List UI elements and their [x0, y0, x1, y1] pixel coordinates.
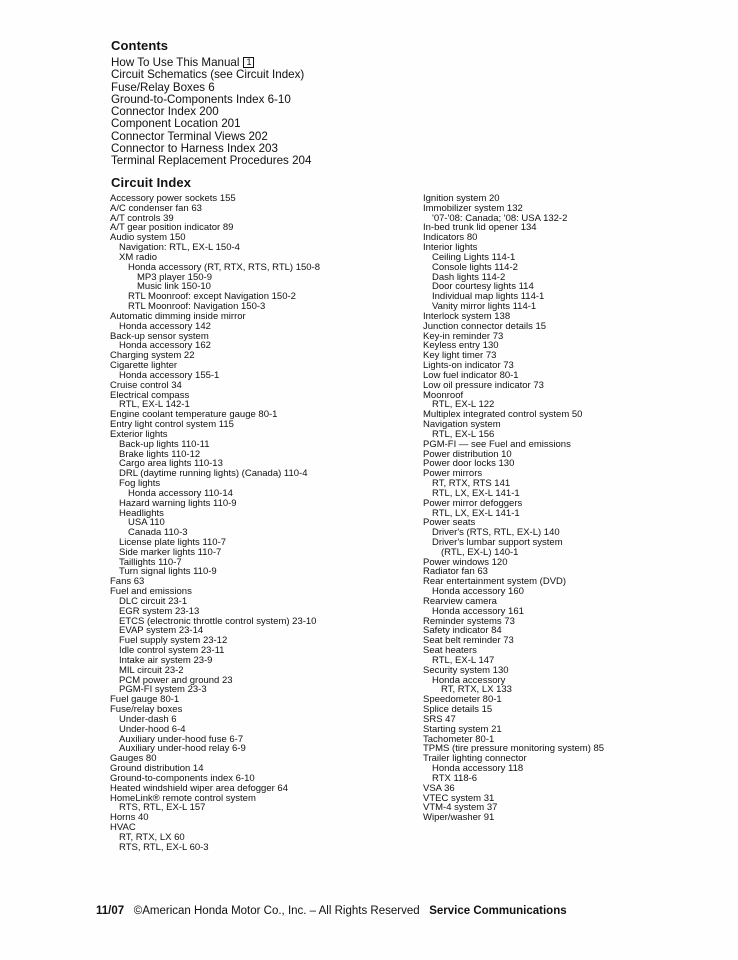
index-entry[interactable]: Under-hood 6-4	[119, 723, 186, 735]
index-entry[interactable]: Individual map lights 114-1	[432, 291, 545, 303]
index-entry[interactable]: Power mirrors	[423, 468, 483, 480]
index-entry[interactable]: Splice details 15	[423, 704, 493, 716]
index-entry[interactable]: Driver's lumbar support system	[432, 536, 563, 548]
index-entry[interactable]: Exterior lights	[110, 428, 168, 440]
index-entry[interactable]: Rearview camera	[423, 595, 497, 607]
index-entry[interactable]: Hazard warning lights 110-9	[119, 497, 237, 509]
index-entry[interactable]: Cigarette lighter	[110, 360, 178, 372]
index-entry[interactable]: Fuel and emissions	[110, 586, 192, 598]
index-entry[interactable]: Ceiling Lights 114-1	[432, 251, 516, 263]
index-entry[interactable]: USA 110	[128, 517, 165, 529]
index-entry[interactable]: RT, RTX, LX 133	[441, 684, 512, 696]
index-entry[interactable]: Honda accessory 155-1	[119, 369, 220, 381]
index-entry[interactable]: RTL Moonroof: Navigation 150-3	[128, 301, 266, 313]
index-entry[interactable]: XM radio	[119, 251, 158, 263]
index-entry[interactable]: Fuel supply system 23-12	[119, 635, 228, 647]
index-entry[interactable]: Navigation: RTL, EX-L 150-4	[119, 242, 240, 254]
index-entry[interactable]: Automatic dimming inside mirror	[110, 310, 246, 322]
toc-item[interactable]: Circuit Schematics (see Circuit Index)	[111, 68, 305, 82]
toc-item[interactable]: Component Location 201	[111, 117, 241, 131]
index-entry[interactable]: Music link 150-10	[137, 281, 211, 293]
index-entry[interactable]: HVAC	[110, 822, 136, 833]
index-entry[interactable]: DRL (daytime running lights) (Canada) 110-4	[119, 468, 308, 480]
index-entry[interactable]: Back-up lights 110-11	[119, 438, 210, 450]
index-entry[interactable]: Keyless entry 130	[423, 340, 499, 352]
toc-item[interactable]: Connector Terminal Views 202	[111, 129, 268, 143]
index-entry[interactable]: Honda accessory	[432, 674, 506, 686]
index-entry[interactable]: SRS 47	[423, 713, 456, 725]
index-entry[interactable]: Seat belt reminder 73	[423, 635, 514, 647]
page-footer	[96, 905, 567, 917]
index-entry[interactable]: Charging system 22	[110, 350, 195, 362]
footer-copyright: ©American Honda Motor Co., Inc. – All Rights Reserved	[133, 905, 420, 917]
index-entry[interactable]: Key light timer 73	[423, 350, 497, 362]
index-entry[interactable]: Accessory power sockets 155	[110, 193, 236, 204]
index-entry[interactable]: A/T controls 39	[110, 212, 174, 224]
index-entry[interactable]: Brake lights 110-12	[119, 448, 201, 460]
index-entry[interactable]: Seat heaters	[423, 645, 477, 657]
index-entry[interactable]: Honda accessory 142	[119, 320, 211, 332]
index-entry[interactable]: VSA 36	[423, 782, 455, 794]
index-entry[interactable]: RTL, LX, EX-L 141-1	[432, 487, 520, 499]
index-entry[interactable]: Entry light control system 115	[110, 419, 234, 431]
index-entry[interactable]: Turn signal lights 110-9	[119, 566, 217, 578]
index-entry[interactable]: TPMS (tire pressure monitoring system) 85	[423, 743, 605, 755]
index-entry[interactable]: Interlock system 138	[423, 310, 511, 322]
index-entry[interactable]: '07-'08: Canada; '08: USA 132-2	[432, 212, 568, 224]
index-entry[interactable]: Under-dash 6	[119, 713, 177, 725]
index-entry[interactable]: Key-in reminder 73	[423, 330, 504, 342]
index-entry[interactable]: Canada 110-3	[128, 527, 188, 539]
index-entry[interactable]: MP3 player 150-9	[137, 271, 212, 283]
index-entry[interactable]: RTL, LX, EX-L 141-1	[432, 507, 520, 519]
index-entry[interactable]: Electrical compass	[110, 389, 190, 401]
index-entry[interactable]: Starting system 21	[423, 723, 502, 735]
index-entry[interactable]: Honda accessory 160	[432, 586, 524, 598]
index-entry[interactable]: VTEC system 31	[423, 792, 495, 804]
index-entry[interactable]: Auxiliary under-hood fuse 6-7	[119, 733, 244, 745]
toc-item[interactable]: Connector Index 200	[111, 105, 219, 119]
index-entry[interactable]: ETCS (electronic throttle control system) 23-10	[119, 615, 317, 627]
index-entry[interactable]: RT, RTX, LX 60	[119, 831, 185, 843]
index-entry[interactable]: Headlights	[119, 507, 164, 519]
contents-heading: Contents	[111, 38, 169, 53]
index-entry[interactable]: RTL, EX-L 147	[432, 654, 495, 666]
index-entry[interactable]: Dash lights 114-2	[432, 271, 506, 283]
index-entry[interactable]: Back-up sensor system	[110, 330, 209, 342]
circuit-index-left-column	[110, 194, 320, 852]
index-entry[interactable]: RTL, EX-L 156	[432, 428, 495, 440]
index-entry[interactable]: Low oil pressure indicator 73	[423, 379, 544, 391]
index-entry[interactable]: Power door locks 130	[423, 458, 515, 470]
index-entry[interactable]: RTX 118-6	[432, 772, 478, 784]
index-entry[interactable]: Honda accessory 118	[432, 763, 524, 775]
index-entry[interactable]: In-bed trunk lid opener 134	[423, 222, 537, 234]
toc-item[interactable]: Connector to Harness Index 203	[111, 142, 278, 156]
index-entry[interactable]: Trailer lighting connector	[423, 753, 527, 765]
index-entry[interactable]: Fans 63	[110, 576, 145, 588]
index-entry[interactable]: Indicators 80	[423, 232, 478, 244]
toc-item[interactable]: Ground-to-Components Index 6-10	[111, 92, 291, 106]
index-entry[interactable]: Low fuel indicator 80-1	[423, 369, 519, 381]
index-entry[interactable]: RTL, EX-L 122	[432, 399, 495, 411]
index-entry[interactable]: Lights-on indicator 73	[423, 360, 514, 372]
index-entry[interactable]: Multiplex integrated control system 50	[423, 409, 583, 421]
index-entry[interactable]: Moonroof	[423, 389, 464, 401]
index-entry[interactable]: A/C condenser fan 63	[110, 202, 202, 214]
index-entry[interactable]: RTS, RTL, EX-L 157	[119, 802, 206, 814]
index-entry[interactable]: Security system 130	[423, 664, 509, 676]
index-entry[interactable]: Side marker lights 110-7	[119, 546, 222, 558]
toc-item-label: How To Use This Manual	[111, 56, 240, 69]
index-entry[interactable]: Fuel gauge 80-1	[110, 694, 180, 706]
index-entry[interactable]: Tachometer 80-1	[423, 733, 495, 745]
index-entry[interactable]: Ground distribution 14	[110, 763, 204, 775]
index-entry[interactable]: (RTL, EX-L) 140-1	[441, 546, 519, 558]
index-entry[interactable]: Rear entertainment system (DVD)	[423, 576, 567, 588]
index-entry[interactable]: Power windows 120	[423, 556, 508, 568]
index-entry[interactable]: RTL Moonroof: except Navigation 150-2	[128, 291, 296, 303]
index-entry[interactable]: Auxiliary under-hood relay 6-9	[119, 743, 246, 755]
index-entry[interactable]: License plate lights 110-7	[119, 536, 227, 548]
index-entry[interactable]: Power distribution 10	[423, 448, 512, 460]
index-entry[interactable]: Intake air system 23-9	[119, 654, 213, 666]
index-entry[interactable]: HomeLink® remote control system	[110, 792, 256, 804]
index-entry[interactable]: RTL, EX-L 142-1	[119, 399, 190, 411]
index-entry[interactable]: Ground-to-components index 6-10	[110, 772, 255, 784]
index-entry[interactable]: Cruise control 34	[110, 379, 182, 391]
toc-item[interactable]: Fuse/Relay Boxes 6	[111, 80, 215, 94]
index-entry[interactable]: VTM-4 system 37	[423, 802, 498, 814]
index-entry[interactable]: Interior lights	[423, 242, 478, 254]
circuit-index-heading: Circuit Index	[111, 175, 192, 190]
index-entry[interactable]: Wiper/washer 91	[423, 812, 495, 824]
index-entry[interactable]: Audio system 150	[110, 232, 186, 244]
index-entry[interactable]: Door courtesy lights 114	[432, 281, 534, 293]
toc-item[interactable]: Terminal Replacement Procedures 204	[111, 154, 312, 168]
index-entry[interactable]: Taillights 110-7	[119, 556, 182, 568]
index-entry[interactable]: Reminder systems 73	[423, 615, 515, 627]
index-entry[interactable]: Driver's (RTS, RTL, EX-L) 140	[432, 527, 560, 539]
index-entry[interactable]: Radiator fan 63	[423, 566, 488, 578]
index-entry[interactable]: Gauges 80	[110, 753, 157, 765]
contents-list	[111, 57, 311, 168]
index-entry[interactable]: Power mirror defoggers	[423, 497, 523, 509]
page-number-box: 1	[243, 57, 254, 68]
index-entry[interactable]: Fuse/relay boxes	[110, 704, 183, 716]
index-entry[interactable]: Honda accessory 161	[432, 605, 524, 617]
index-entry[interactable]: RT, RTX, RTS 141	[432, 478, 511, 490]
index-entry[interactable]: Horns 40	[110, 812, 149, 824]
index-entry[interactable]: MIL circuit 23-2	[119, 664, 184, 676]
index-entry[interactable]: Vanity mirror lights 114-1	[432, 301, 537, 313]
footer-date: 11/07	[96, 905, 125, 917]
index-entry[interactable]: EVAP system 23-14	[119, 625, 204, 637]
index-entry[interactable]: DLC circuit 23-1	[119, 595, 188, 607]
index-entry[interactable]: Fog lights	[119, 478, 161, 490]
index-entry[interactable]: Honda accessory (RT, RTX, RTS, RTL) 150-8	[128, 261, 321, 273]
footer-department: Service Communications	[429, 905, 567, 917]
index-entry[interactable]: Ignition system 20	[423, 193, 500, 204]
index-entry[interactable]: Engine coolant temperature gauge 80-1	[110, 409, 278, 421]
index-entry[interactable]: Speedometer 80-1	[423, 694, 502, 706]
index-entry[interactable]: Junction connector details 15	[423, 320, 547, 332]
index-entry[interactable]: PCM power and ground 23	[119, 674, 233, 686]
index-entry[interactable]: Navigation system	[423, 419, 501, 431]
index-entry[interactable]: Idle control system 23-11	[119, 645, 225, 657]
index-entry[interactable]: Immobilizer system 132	[423, 202, 523, 214]
circuit-index-right-column	[423, 194, 604, 823]
index-entry[interactable]: PGM-FI — see Fuel and emissions	[423, 438, 571, 450]
index-entry[interactable]: Safety indicator 84	[423, 625, 502, 637]
index-entry[interactable]: A/T gear position indicator 89	[110, 222, 234, 234]
index-entry[interactable]: Cargo area lights 110-13	[119, 458, 223, 470]
index-entry[interactable]: RTS, RTL, EX-L 60-3	[119, 841, 209, 853]
index-entry[interactable]: Console lights 114-2	[432, 261, 518, 273]
index-entry[interactable]: Power seats	[423, 517, 476, 529]
index-entry[interactable]: Honda accessory 162	[119, 340, 211, 352]
index-entry[interactable]: PGM-FI system 23-3	[119, 684, 207, 696]
index-entry[interactable]: EGR system 23-13	[119, 605, 200, 617]
index-entry[interactable]: Heated windshield wiper area defogger 64	[110, 782, 288, 794]
index-entry[interactable]: Honda accessory 110-14	[128, 487, 233, 499]
